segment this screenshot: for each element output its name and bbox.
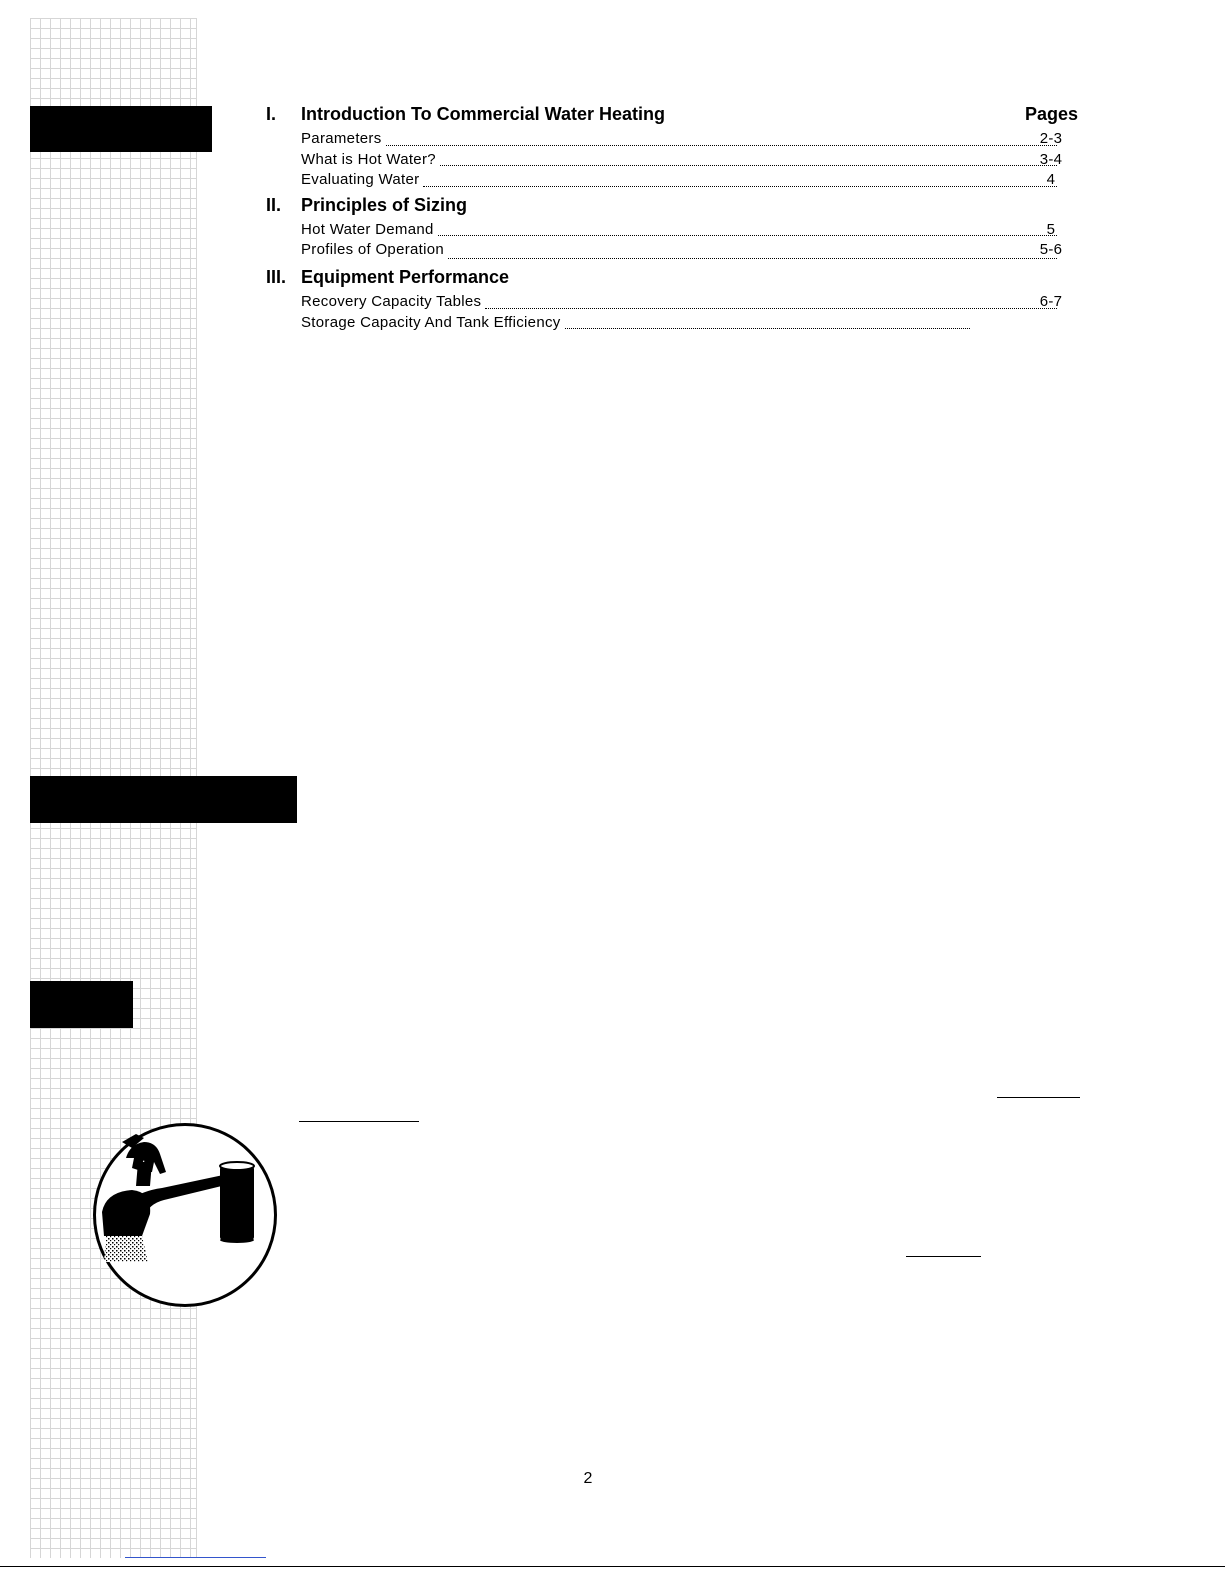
pages-column-header: Pages [1024, 104, 1078, 124]
underline-rule [906, 1256, 981, 1257]
toc-entry[interactable] [301, 314, 1061, 335]
toc-entry-pages: 3-4 [1039, 150, 1063, 168]
toc-entry-pages: 5-6 [1039, 241, 1063, 258]
toc-entry[interactable] [301, 171, 1061, 192]
toc-entry[interactable] [301, 241, 1061, 264]
toc-entry-pages: 6-7 [1039, 293, 1063, 310]
toc-entries [301, 130, 1061, 192]
toc-entry[interactable] [301, 221, 1061, 242]
toc-entry-pages: 4 [1046, 171, 1056, 188]
toc-entry-label: Storage Capacity And Tank Efficiency [301, 313, 561, 331]
dot-leader [448, 257, 1057, 259]
toc-entries [301, 293, 1061, 334]
dot-leader [438, 234, 1057, 236]
section-number: III. [266, 267, 287, 287]
page-number: 2 [583, 1470, 593, 1487]
faucet-icon [92, 1122, 278, 1308]
toc-entry-pages: 5 [1046, 220, 1056, 238]
section-tab-contents [30, 106, 212, 152]
dot-leader [386, 144, 1057, 146]
toc-entries [301, 221, 1061, 265]
toc-entry[interactable] [301, 130, 1061, 151]
dot-leader [440, 164, 1057, 166]
table-of-contents [266, 104, 1086, 334]
section-title: Equipment Performance [301, 267, 510, 287]
toc-section-heading [266, 267, 1086, 293]
dot-leader [565, 327, 970, 329]
toc-entry-label: Hot Water Demand [301, 220, 434, 238]
toc-entry-label: Recovery Capacity Tables [301, 293, 482, 310]
section-number: II. [266, 194, 282, 215]
section-tab-introduction [30, 776, 297, 823]
footer-link-rule [125, 1557, 266, 1558]
toc-entry-label: What is Hot Water? [301, 150, 436, 168]
toc-entry[interactable] [301, 293, 1061, 314]
toc-entry-pages: 2-3 [1039, 130, 1063, 147]
section-title: Introduction To Commercial Water Heating [301, 104, 666, 124]
underline-rule [997, 1097, 1080, 1098]
toc-entry-label: Parameters [301, 130, 382, 147]
section-tab-parameters [30, 981, 133, 1028]
dot-leader [423, 185, 1057, 187]
toc-entry[interactable] [301, 151, 1061, 172]
toc-section-heading [266, 195, 1086, 221]
toc-entry-label: Profiles of Operation [301, 241, 445, 258]
footer-rule [0, 1566, 1225, 1567]
dot-leader [485, 307, 1057, 309]
underline-rule [299, 1121, 419, 1122]
toc-section-heading [266, 104, 1086, 130]
section-title: Principles of Sizing [301, 194, 468, 215]
section-number: I. [266, 104, 277, 124]
toc-entry-label: Evaluating Water [301, 171, 420, 188]
